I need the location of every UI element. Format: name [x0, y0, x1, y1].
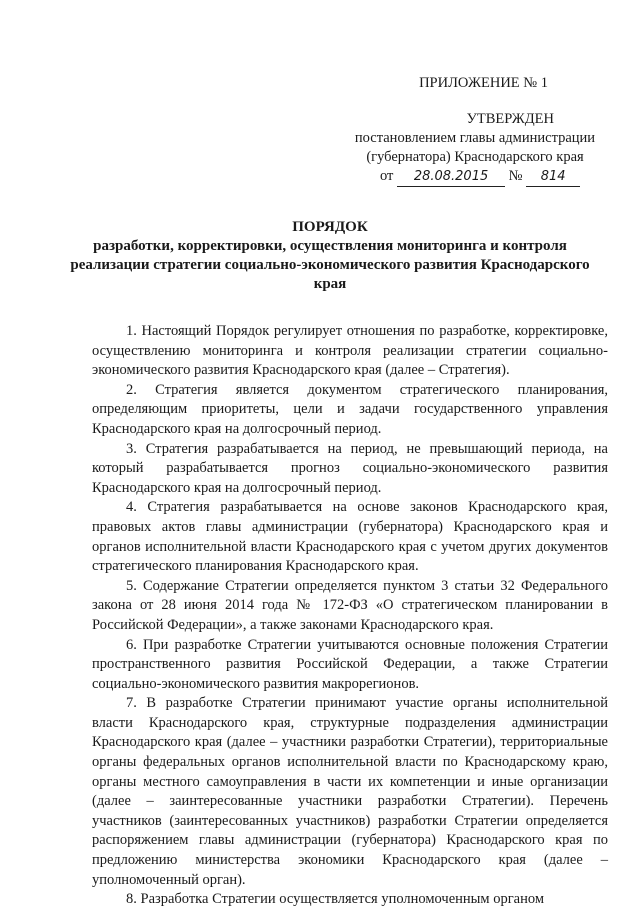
approval-block — [340, 74, 610, 187]
from-label: от — [380, 168, 394, 184]
handwritten-number: 814 — [526, 167, 580, 187]
paragraph-4: 4. Стратегия разрабатывается на основе законов Краснодарского края, правовых актов главы администрации (губернатора) Краснодарского края и органов исполнительной власти Краснодарского края с учетом других документов стратегического планирования Краснодарского края. — [92, 499, 608, 575]
handwritten-date: 28.08.2015 — [397, 167, 505, 187]
approval-line-1: постановлением главы администрации — [354, 130, 596, 146]
decree-reference — [340, 167, 610, 187]
approved-label: УТВЕРЖДЕН — [466, 111, 554, 127]
paragraph-5: 5. Содержание Стратегии определяется пунктом 3 статьи 32 Федерального закона от 28 июня 2014 года № 172-ФЗ «О стратегическом планировании в Российской Федерации», а также законами Краснодарского края. — [92, 577, 608, 633]
paragraph-2: 2. Стратегия является документом стратегического планирования, определяющим приоритеты, цели и задачи государственного управления Краснодарского края на долгосрочный период. — [92, 381, 608, 437]
title-heading: ПОРЯДОК — [292, 219, 368, 235]
paragraph-3: 3. Стратегия разрабатывается на период, не превышающий периода, на который разрабатывается прогноз социально-экономического развития Краснодарского края на долгосрочный период. — [92, 440, 608, 496]
document-title — [60, 218, 600, 294]
paragraph-8: 8. Разработка Стратегии осуществляется уполномоченным органом — [126, 891, 544, 908]
number-label: № — [508, 168, 523, 184]
document-body — [92, 322, 608, 910]
paragraph-1: 1. Настоящий Порядок регулирует отношения по разработке, корректировке, осуществлению мониторинга и контроля реализации стратегии социально-экономического развития Краснодарского края (далее – Стратегия). — [92, 323, 608, 379]
appendix-label: ПРИЛОЖЕНИЕ № 1 — [419, 75, 548, 91]
paragraph-7: 7. В разработке Стратегии принимают участие органы исполнительной власти Краснодарского края, структурные подразделения администрации Краснодарского края (далее – участники разработки Стратегии), территориальные органы федеральных органов исполнительной власти по Краснодарскому краю, органы местного самоуправления в части их компетенции и иные организации (далее – заинтересованные участники разработки Стратегии). Перечень участников (заинтересованных участников) разработки Стратегии определяется распоряжением главы администрации (губернатора) Краснодарского края по предложению министерства экономики Краснодарского края (далее – уполномоченный орган). — [92, 695, 608, 888]
approval-line-2: (губернатора) Краснодарского края — [366, 149, 584, 165]
title-subtitle: разработки, корректировки, осуществления мониторинга и контроля реализации стратегии социально-экономического развития Краснодарского края — [70, 238, 590, 292]
paragraph-6: 6. При разработке Стратегии учитываются основные положения Стратегии пространственного развития Российской Федерации, а также Стратегии социально-экономического развития макрорегионов. — [92, 636, 608, 692]
